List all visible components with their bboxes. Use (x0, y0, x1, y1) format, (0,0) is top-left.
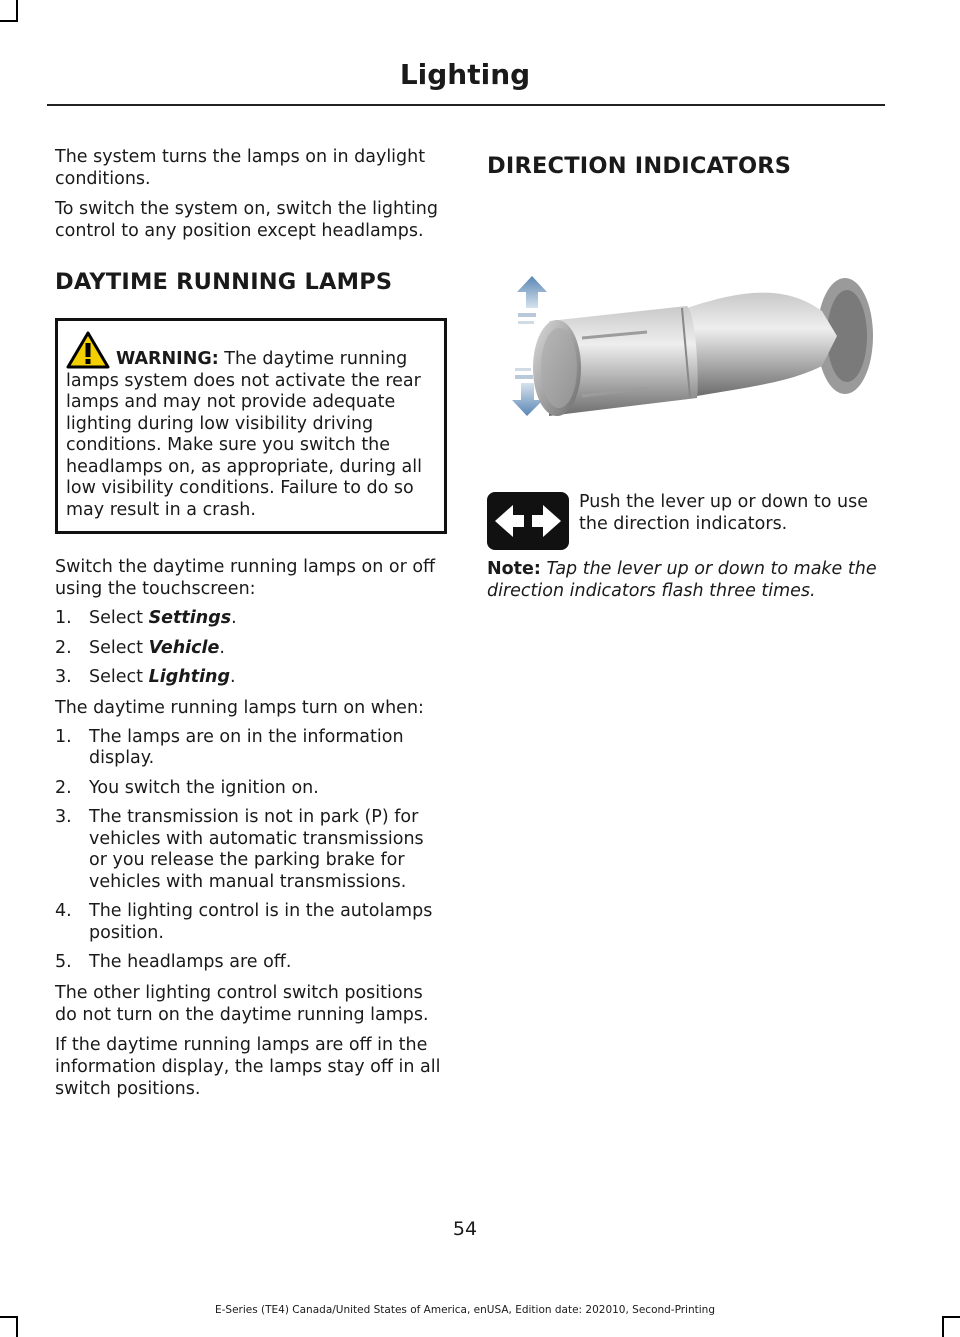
page-title: Lighting (399, 58, 531, 91)
intro-paragraph-1: The system turns the lamps on in daylight conditions. (55, 147, 426, 189)
menu-settings-label: Settings (148, 608, 232, 628)
note-label: Note: (487, 559, 541, 579)
turn-on-paragraph: The daytime running lamps turn on when: (55, 697, 424, 718)
header-divider (47, 104, 885, 106)
right-column (487, 146, 882, 610)
list-item: 3. Select Lighting. (55, 667, 236, 687)
section-heading-direction-indicators: DIRECTION INDICATORS (487, 153, 792, 179)
direction-indicator-row (487, 492, 882, 550)
note-paragraph (487, 558, 882, 602)
list-item: 2. You switch the ignition on. (55, 777, 319, 798)
list-item: 2. Select Vehicle. (55, 637, 225, 658)
left-column (55, 146, 447, 1108)
warning-box (55, 318, 447, 534)
crop-mark (0, 1316, 18, 1318)
list-item: 1. Select Settings. (55, 608, 237, 628)
up-arrow-icon (517, 276, 547, 324)
crop-mark (0, 20, 18, 22)
crop-mark (942, 1316, 944, 1337)
list-item: 4. The lighting control is in the autolamps position. (55, 901, 433, 943)
page-number: 54 (452, 1218, 478, 1240)
page-footer: E-Series (TE4) Canada/United States of America, enUSA, Edition date: 202010, Second-Printing (214, 1304, 715, 1316)
crop-mark (16, 0, 18, 22)
conditions-list (55, 727, 447, 974)
list-item: 5. The headlamps are off. (55, 952, 292, 972)
turn-signal-lever-image (487, 276, 882, 448)
switch-paragraph: Switch the daytime running lamps on or off using the touchscreen: (55, 557, 436, 599)
warning-text: The daytime running lamps system does not activate the rear lamps and may not provide adequate lighting during low visibility driving conditions. Make sure you switch the headlamps on, as appropriate, during all low visibility conditions. Failure to do so may result in a crash. (66, 349, 423, 520)
note-text: Tap the lever up or down to make the direction indicators flash three times. (487, 559, 877, 601)
crop-mark (942, 1316, 960, 1318)
list-item: 1. The lamps are on in the information display. (55, 726, 404, 768)
warning-triangle-icon (66, 331, 110, 369)
warning-label: WARNING: (116, 349, 219, 369)
list-item: 3. The transmission is not in park (P) for vehicles with automatic transmissions or you release the parking brake for vehicles with manual transmissions. (55, 807, 424, 892)
menu-vehicle-label: Vehicle (148, 637, 220, 658)
crop-mark (16, 1316, 18, 1337)
settings-steps-list (55, 608, 447, 689)
menu-lighting-label: Lighting (148, 667, 231, 687)
direction-indicator-icon (487, 492, 569, 550)
direction-lever-illustration (487, 276, 882, 448)
section-heading-daytime-running-lamps: DAYTIME RUNNING LAMPS (55, 269, 393, 295)
push-lever-text: Push the lever up or down to use the direction indicators. (579, 492, 869, 534)
lamps-off-paragraph: If the daytime running lamps are off in the information display, the lamps stay off in all switch positions. (55, 1034, 441, 1099)
intro-paragraph-2: To switch the system on, switch the lighting control to any position except headlamps. (55, 199, 439, 241)
other-positions-paragraph: The other lighting control switch positions do not turn on the daytime running lamps. (55, 982, 429, 1025)
